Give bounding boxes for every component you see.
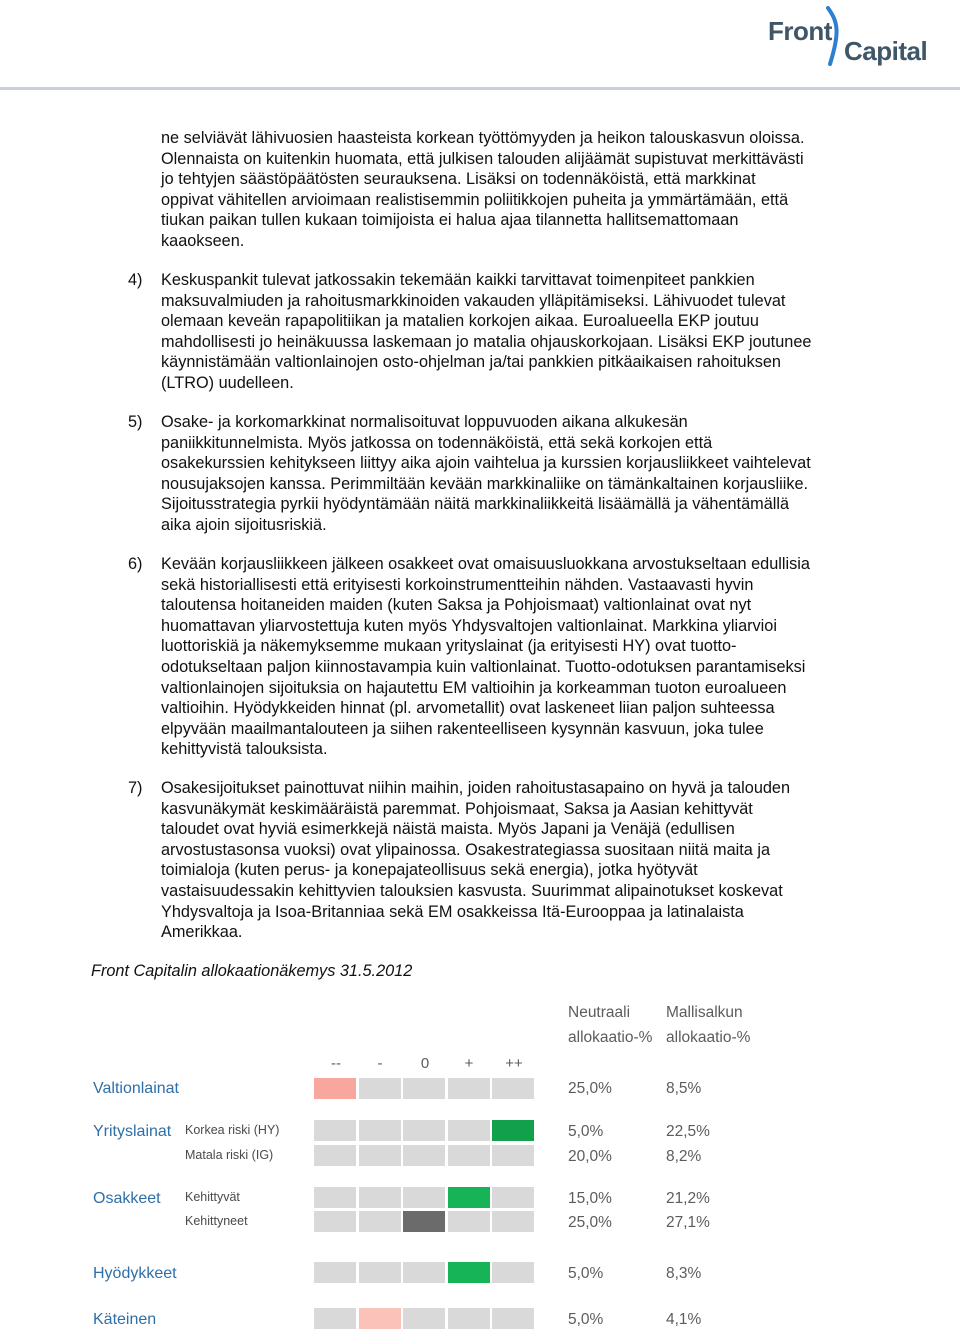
- allocation-grid-row: [314, 1308, 537, 1329]
- logo-word-front: Front: [768, 16, 832, 46]
- allocation-cell: [359, 1078, 401, 1099]
- allocation-cell: [492, 1211, 534, 1232]
- allocation-cell: [314, 1187, 356, 1208]
- allocation-grid-row: [314, 1211, 537, 1232]
- allocation-cell: [492, 1078, 534, 1099]
- allocation-cell: [448, 1211, 490, 1232]
- neutral-pct: 5,0%: [568, 1311, 604, 1328]
- list-item-number: 4): [128, 271, 143, 289]
- model-pct: 8,2%: [666, 1148, 702, 1165]
- allocation-cell: [403, 1145, 445, 1166]
- neutral-pct: 15,0%: [568, 1190, 612, 1207]
- scale-label-plus: +: [464, 1055, 474, 1072]
- allocation-grid-row: [314, 1120, 537, 1141]
- scale-label-minus: -: [377, 1055, 383, 1072]
- allocation-cell: [492, 1187, 534, 1208]
- model-pct: 27,1%: [666, 1214, 710, 1231]
- allocation-cell: [492, 1308, 534, 1329]
- allocation-cell: [492, 1120, 534, 1141]
- allocation-grid-row: [314, 1187, 537, 1208]
- list-item-number: 5): [128, 413, 143, 431]
- scale-label-zero: 0: [420, 1055, 430, 1072]
- row-label-equities: Osakkeet: [93, 1190, 161, 1207]
- sub-label-investment-grade: Matala riski (IG): [185, 1148, 274, 1162]
- list-item-number: 6): [128, 555, 143, 573]
- sub-label-developed: Kehittyneet: [185, 1214, 248, 1228]
- allocation-grid-row: [314, 1262, 537, 1283]
- row-label-commodities: Hyödykkeet: [93, 1265, 177, 1282]
- logo-chevron-icon: [824, 6, 846, 66]
- neutral-pct: 5,0%: [568, 1123, 604, 1140]
- list-item-text: Osake- ja korkomarkkinat normalisoituvat loppuvuoden aikana alkukesän paniikkitunnelmista. Myös jatkossa on todennäköistä, että sekä korkojen että osakekurssien kehitykseen liittyy aika ajoin vaihtelua ja kurssien korjausliikkeet vaihtelevat nousujaksojen kanssa. Perimmiltään kevään markkinaliike on tämänkaltainen korjausliike. Sijoitusstrategia pyrkii hyödyntämään näitä markkinaliikkeitä lisäämällä ja vähentämällä aika ajoin sijoitusriskiä.: [161, 413, 811, 534]
- allocation-cell: [314, 1078, 356, 1099]
- scale-label-double-plus: ++: [505, 1055, 523, 1072]
- list-item-text: Keskuspankit tulevat jatkossakin tekemään kaikki tarvittavat toimenpiteet pankkien maksuvalmiuden ja rahoitusmarkkinoiden vakauden ylläpitämiseksi. Lähivuodet tulevat olemaan keveän rapapolitiikan ja matalien korkojen aikaa. Euroalueella EKP joutuu mahdollisesti jo heinäkuussa laskemaan jo matalia ohjauskorkojaan. Lisäksi EKP joutunee käynnistämään valtionlainojen osto-ohjelman ja/tai pankkien pitkäaikaisen rahoituksen (LTRO) uudelleen.: [161, 271, 812, 392]
- list-item-text: Kevään korjausliikkeen jälkeen osakkeet ovat omaisuusluokkana arvostukseltaan edullisia sekä historiallisesti että erityisesti korkoinstrumentteihin nähden. Vastaavasti hyvin taloutensa hoitaneiden maiden (kuten Saksa ja Pohjoismaat) valtionlainat ovat nyt huomattavan yliarvostettuja kuten myös Yhdysvaltojen valtionlainat. Markkina yliarvioi luottoriskiä ja näkemyksemme mukaan yrityslainat (ja erityisesti HY) ovat tuotto- odotukseltaan paljon kiinnostavampia kuin valtionlainat. Tuotto-odotuksen parantamiseksi valtionlainojen sijoituksia on hajautettu EM valtioihin ja korkeamman tuoton euroalueen valtioihin. Hyödykkeiden hinnat (pl. arvometallit) ovat laskeneet liian paljon suhteessa elpyvään maailmantalouteen ja siihen rakenteelliseen kysynnän kasvuun, joka tulee kehittyvistä talouksista.: [161, 555, 810, 759]
- allocation-cell: [448, 1120, 490, 1141]
- intro-paragraph: ne selviävät lähivuosien haasteista korkean työttömyyden ja heikon talouskasvun oloissa. Olennaista on kuitenkin huomata, että julkisen talouden alijäämät supistuvat merkittävästi jo tehtyjen säästöpäätösten seurauksena. Lisäksi on todennäköistä, että markkinat oppivat vähitellen arvioimaan realistisemmin poliitikkojen puheita ja ymmärtämään, että tiukan paikan tullen kukaan toimijoista ei halua ajaa tilannetta hallitsemattomaan kaaokseen.: [161, 129, 805, 250]
- allocation-cell: [448, 1187, 490, 1208]
- allocation-cell: [314, 1120, 356, 1141]
- neutral-pct: 20,0%: [568, 1148, 612, 1165]
- allocation-title: Front Capitalin allokaationäkemys 31.5.2012: [91, 962, 413, 980]
- model-pct: 8,3%: [666, 1265, 702, 1282]
- list-item-number: 7): [128, 779, 143, 797]
- row-label-government-bonds: Valtionlainat: [93, 1080, 179, 1097]
- allocation-cell: [403, 1308, 445, 1329]
- allocation-cell: [314, 1262, 356, 1283]
- allocation-cell: [448, 1262, 490, 1283]
- model-pct: 4,1%: [666, 1311, 702, 1328]
- header-rule: [0, 87, 960, 90]
- allocation-cell: [492, 1262, 534, 1283]
- col-model-header: Mallisalkun allokaatio-%: [666, 1004, 751, 1046]
- model-pct: 21,2%: [666, 1190, 710, 1207]
- allocation-cell: [359, 1211, 401, 1232]
- col-neutral-header: Neutraali allokaatio-%: [568, 1004, 653, 1046]
- model-pct: 22,5%: [666, 1123, 710, 1140]
- row-label-corporate-bonds: Yrityslainat: [93, 1123, 172, 1140]
- allocation-cell: [403, 1187, 445, 1208]
- allocation-cell: [359, 1262, 401, 1283]
- scale-label-double-minus: --: [331, 1055, 341, 1072]
- allocation-cell: [403, 1078, 445, 1099]
- allocation-cell: [403, 1120, 445, 1141]
- allocation-cell: [359, 1187, 401, 1208]
- row-label-cash: Käteinen: [93, 1311, 157, 1328]
- allocation-cell: [448, 1078, 490, 1099]
- allocation-cell: [492, 1145, 534, 1166]
- allocation-cell: [448, 1308, 490, 1329]
- allocation-grid-row: [314, 1145, 537, 1166]
- allocation-cell: [403, 1211, 445, 1232]
- neutral-pct: 25,0%: [568, 1080, 612, 1097]
- allocation-cell: [314, 1211, 356, 1232]
- neutral-pct: 5,0%: [568, 1265, 604, 1282]
- neutral-pct: 25,0%: [568, 1214, 612, 1231]
- list-item-text: Osakesijoitukset painottuvat niihin maihin, joiden rahoitustasapaino on hyvä ja talouden kasvunäkymät keskimääräistä paremmat. Pohjoismaat, Saksa ja Aasian kehittyvät taloudet ovat hyviä esimerkkejä näistä maista. Myös Japani ja Venäjä (edullisen arvostustasonsa vuoksi) ovat ylipainossa. Osakestrategiassa suositaan niitä maita ja toimialoja (kuten perus- ja konepajateollisuus sekä energia), jotka hyötyvät vastaisuudessakin kehittyvien talouksien kasvusta. Suurimmat alipainotukset koskevat Yhdysvaltoja ja Isoa-Britanniaa sekä EM osakkeissa Itä-Eurooppaa ja latinalaista Amerikkaa.: [161, 779, 791, 942]
- allocation-grid-row: [314, 1078, 537, 1099]
- logo-word-capital: Capital: [844, 36, 928, 66]
- allocation-cell: [403, 1262, 445, 1283]
- sub-label-emerging: Kehittyvät: [185, 1190, 240, 1204]
- allocation-cell: [359, 1308, 401, 1329]
- model-pct: 8,5%: [666, 1080, 702, 1097]
- allocation-cell: [314, 1145, 356, 1166]
- front-capital-logo: [768, 6, 938, 72]
- sub-label-high-yield: Korkea riski (HY): [185, 1123, 280, 1137]
- allocation-cell: [448, 1145, 490, 1166]
- allocation-cell: [359, 1120, 401, 1141]
- allocation-cell: [359, 1145, 401, 1166]
- allocation-cell: [314, 1308, 356, 1329]
